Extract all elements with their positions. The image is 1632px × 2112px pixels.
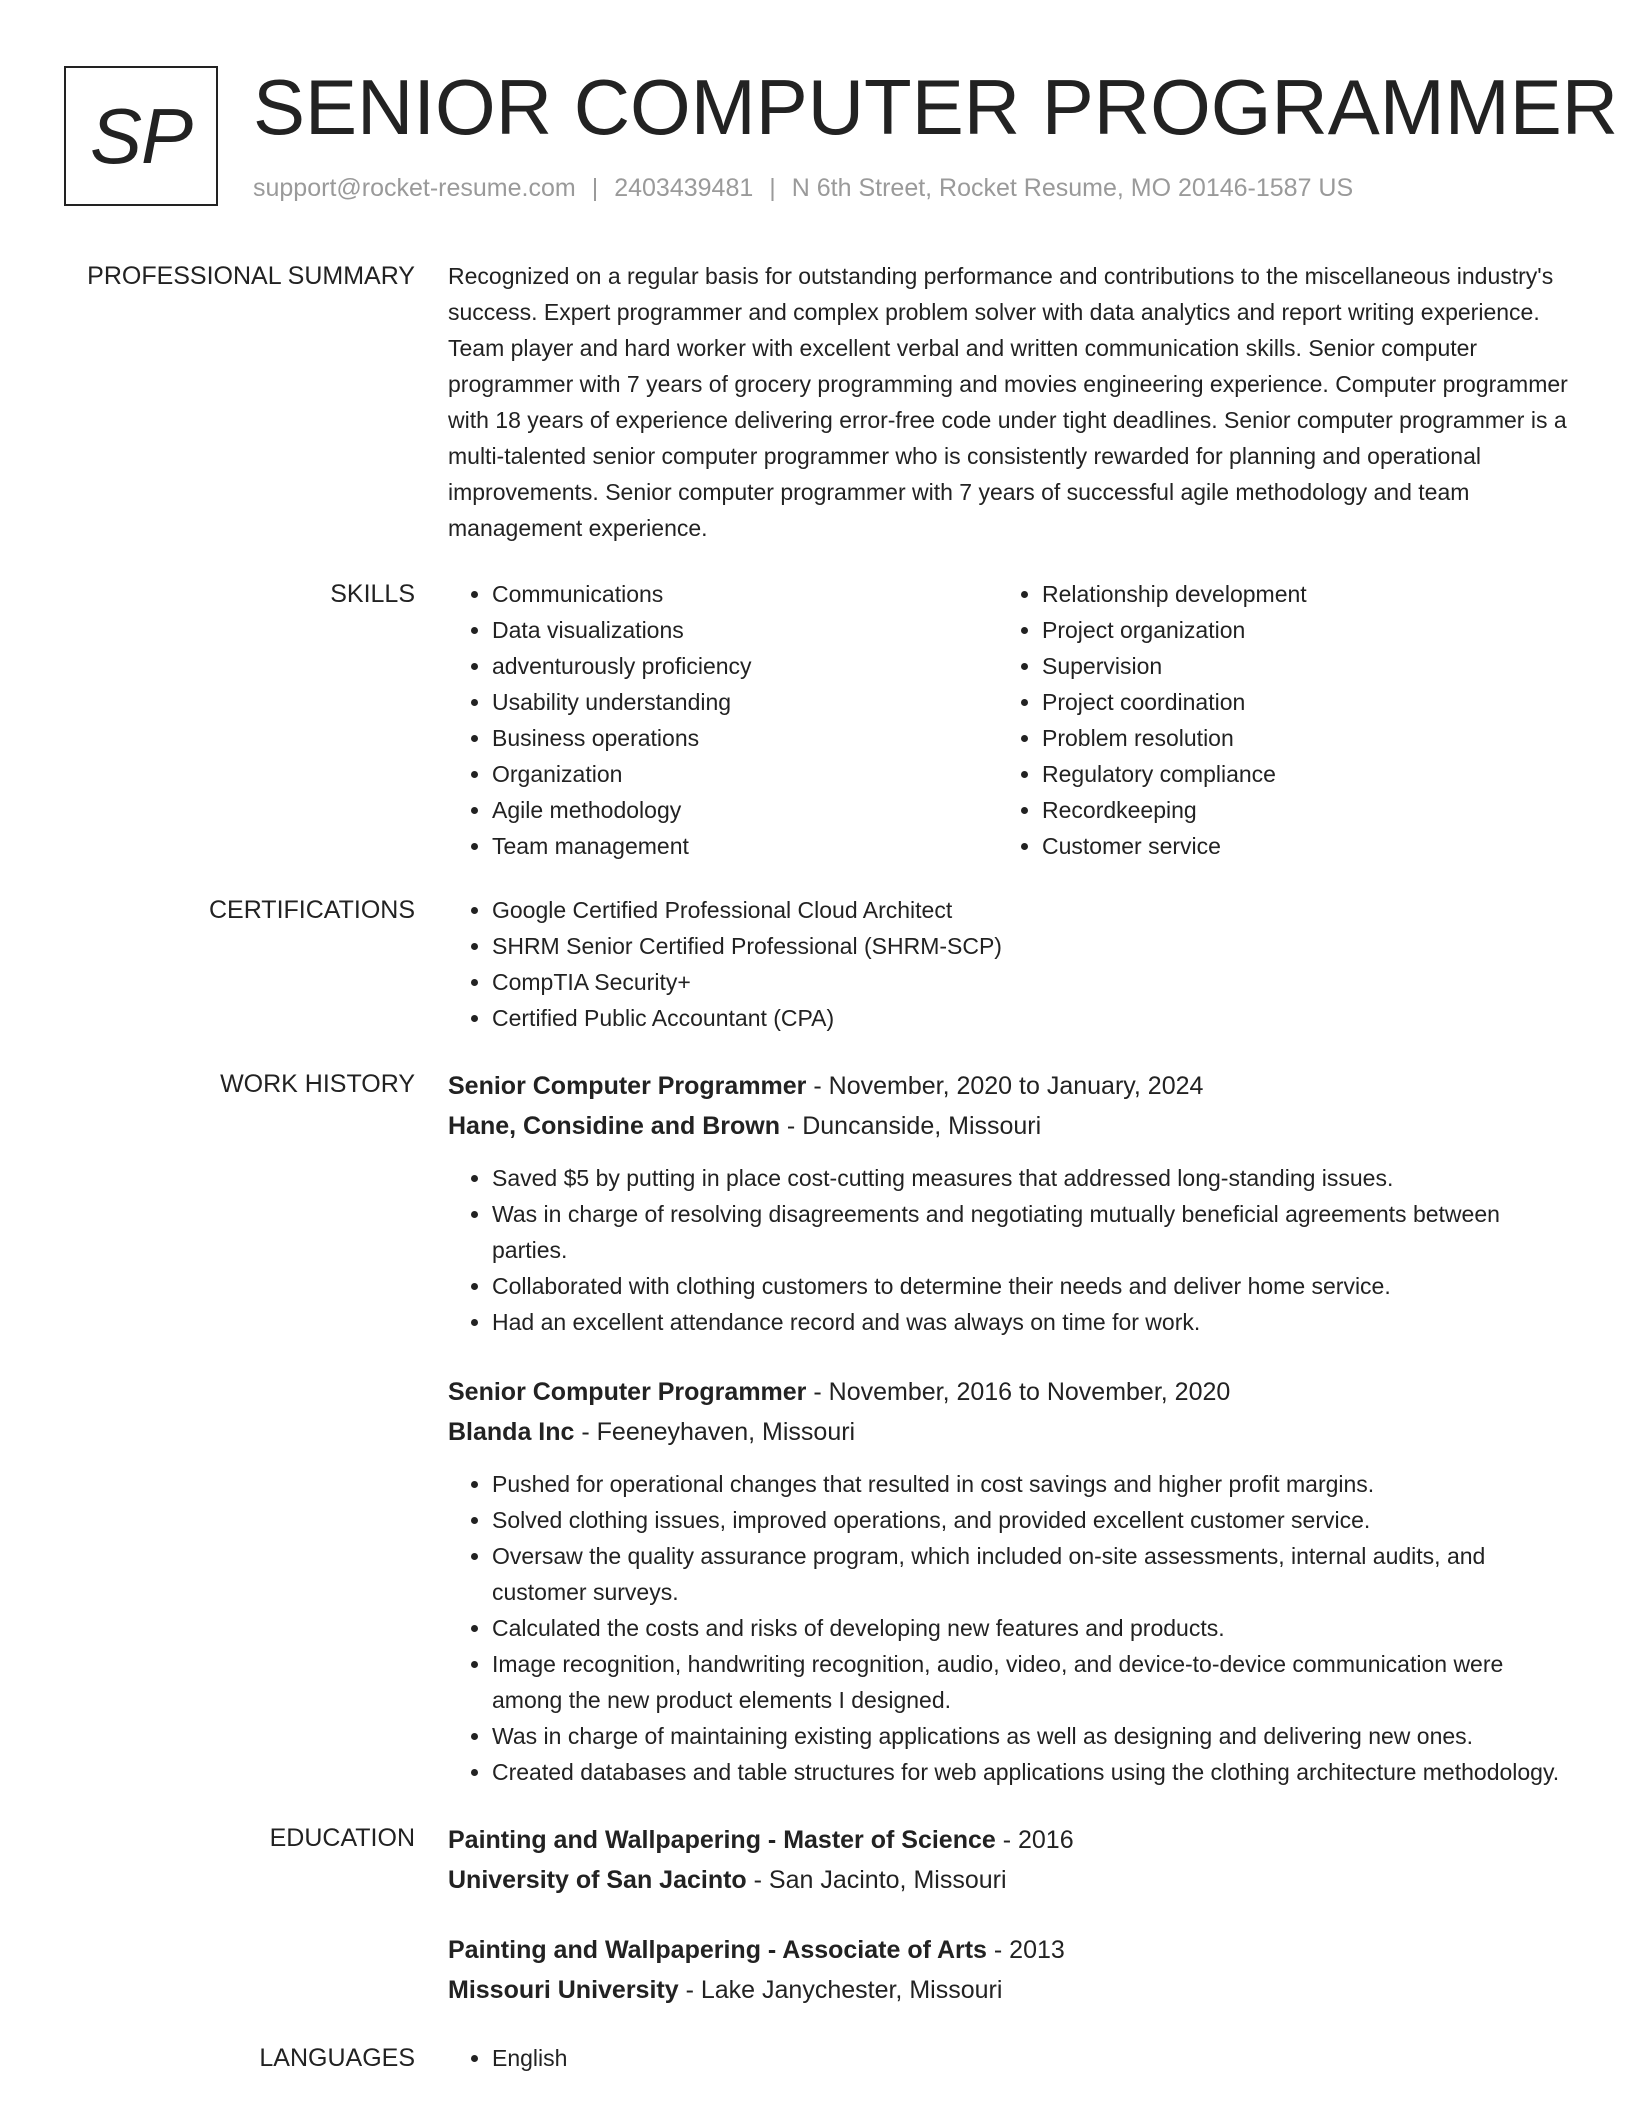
skill-item: • Business operations (492, 720, 998, 756)
job-bullet: • Was in charge of resolving disagreements and negotiating mutually beneficial agreements between parties. (492, 1196, 1568, 1268)
education-school-line (448, 1970, 1568, 2010)
contact-separator: | (769, 174, 776, 202)
section-label: EDUCATION (269, 1824, 415, 1852)
summary-text: Recognized on a regular basis for outstanding performance and contributions to the miscellaneous industry's success. Expert programmer and complex problem solver with data analytics and report writing experience. Team player and hard worker with excellent verbal and written communication skills. Senior computer programmer with 7 years of grocery programming and movies engineering experience. Computer programmer with 18 years of experience delivering error-free code under tight deadlines. Senior computer programmer is a multi-talented senior computer programmer who is consistently rewarded for planning and operational improvements. Senior computer programmer with 7 years of successful agile methodology and team management experience. (448, 263, 1568, 541)
education-degree: Painting and Wallpapering - Master of Science (448, 1826, 996, 1854)
education-school: University of San Jacinto (448, 1866, 747, 1894)
job-location: - Duncanside, Missouri (779, 1112, 1042, 1140)
job-title: Senior Computer Programmer (448, 1072, 807, 1100)
section-body (448, 1820, 1568, 2010)
education-degree-line (448, 1930, 1568, 1970)
job-title: Senior Computer Programmer (448, 1378, 807, 1406)
skill-item: • Relationship development (1042, 576, 1548, 612)
section-label: WORK HISTORY (220, 1070, 415, 1098)
section-work-history (0, 1066, 1632, 1790)
skills-column-right (998, 576, 1548, 864)
monogram-logo: SP (64, 66, 218, 206)
skill-item: • Problem resolution (1042, 720, 1548, 756)
job-bullet: • Pushed for operational changes that resulted in cost savings and higher profit margins. (492, 1466, 1568, 1502)
skill-item: • adventurously proficiency (492, 648, 998, 684)
section-body (448, 258, 1568, 546)
section-professional-summary (0, 258, 1632, 546)
skill-item: • Communications (492, 576, 998, 612)
education-degree: Painting and Wallpapering - Associate of Arts (448, 1936, 987, 1964)
contact-line (253, 174, 1353, 203)
section-label: SKILLS (330, 580, 415, 608)
job-bullet: • Solved clothing issues, improved operations, and provided excellent customer service. (492, 1502, 1568, 1538)
skill-item: • Organization (492, 756, 998, 792)
education-location: - San Jacinto, Missouri (746, 1866, 1007, 1894)
job-company: Blanda Inc (448, 1418, 575, 1446)
certification-item: • CompTIA Security+ (492, 964, 1568, 1000)
section-education (0, 1820, 1632, 2010)
skill-item: • Team management (492, 828, 998, 864)
education-school: Missouri University (448, 1976, 679, 2004)
skill-item: • Agile methodology (492, 792, 998, 828)
job-entry (448, 1372, 1568, 1790)
contact-separator: | (591, 174, 599, 202)
job-location: - Feeneyhaven, Missouri (574, 1418, 856, 1446)
skill-item: • Supervision (1042, 648, 1548, 684)
job-bullet: • Collaborated with clothing customers to determine their needs and deliver home service. (492, 1268, 1568, 1304)
job-bullet: • Created databases and table structures for web applications using the clothing architecture methodology. (492, 1754, 1568, 1790)
page-title: SENIOR COMPUTER PROGRAMMER (253, 63, 1619, 151)
education-location: - Lake Janychester, Missouri (678, 1976, 1003, 2004)
section-label: CERTIFICATIONS (208, 896, 415, 924)
job-company-line (448, 1106, 1568, 1146)
skill-item: • Recordkeeping (1042, 792, 1548, 828)
job-title-line (448, 1066, 1568, 1106)
job-bullet: • Was in charge of maintaining existing applications as well as designing and delivering new ones. (492, 1718, 1568, 1754)
section-certifications (0, 892, 1632, 1036)
skill-item: • Usability understanding (492, 684, 998, 720)
skill-item: • Project coordination (1042, 684, 1548, 720)
job-entry (448, 1066, 1568, 1340)
job-company-line (448, 1412, 1568, 1452)
skill-item: • Project organization (1042, 612, 1548, 648)
education-year: - 2016 (995, 1826, 1074, 1854)
certification-item: • SHRM Senior Certified Professional (SHRM-SCP) (492, 928, 1568, 964)
job-dates: - November, 2020 to January, 2024 (806, 1072, 1204, 1100)
section-languages (0, 2040, 1632, 2076)
section-skills (0, 576, 1632, 864)
section-body (448, 1066, 1568, 1790)
job-bullet: • Had an excellent attendance record and was always on time for work. (492, 1304, 1568, 1340)
job-company: Hane, Considine and Brown (448, 1112, 780, 1140)
job-bullet: • Image recognition, handwriting recognition, audio, video, and device-to-device communication were among the new product elements I designed. (492, 1646, 1568, 1718)
certification-item: • Certified Public Accountant (CPA) (492, 1000, 1568, 1036)
education-year: - 2013 (986, 1936, 1065, 1964)
section-body (448, 2040, 1568, 2076)
language-item: • English (492, 2040, 1568, 2076)
job-bullet: • Calculated the costs and risks of developing new features and products. (492, 1610, 1568, 1646)
job-dates: - November, 2016 to November, 2020 (806, 1378, 1231, 1406)
resume-content (0, 258, 1632, 2106)
education-degree-line (448, 1820, 1568, 1860)
job-title-line (448, 1372, 1568, 1412)
skill-item: • Customer service (1042, 828, 1548, 864)
section-label: PROFESSIONAL SUMMARY (87, 262, 415, 290)
contact-phone: 2403439481 (614, 174, 754, 202)
job-bullet: • Saved $5 by putting in place cost-cutting measures that addressed long-standing issues. (492, 1160, 1568, 1196)
skills-column-left (448, 576, 998, 864)
job-bullet: • Oversaw the quality assurance program, which included on-site assessments, internal audits, and customer surveys. (492, 1538, 1568, 1610)
contact-email: support@rocket-resume.com (253, 174, 576, 202)
education-school-line (448, 1860, 1568, 1900)
resume-header (64, 63, 1619, 216)
contact-address: N 6th Street, Rocket Resume, MO 20146-1587 US (791, 174, 1354, 202)
section-body (448, 576, 1568, 864)
section-label: LANGUAGES (259, 2044, 415, 2072)
certification-item: • Google Certified Professional Cloud Architect (492, 892, 1568, 928)
education-entry (448, 1820, 1568, 1900)
skills-grid (448, 576, 1568, 864)
education-entry (448, 1930, 1568, 2010)
section-body (448, 892, 1568, 1036)
skill-item: • Regulatory compliance (1042, 756, 1548, 792)
skill-item: • Data visualizations (492, 612, 998, 648)
